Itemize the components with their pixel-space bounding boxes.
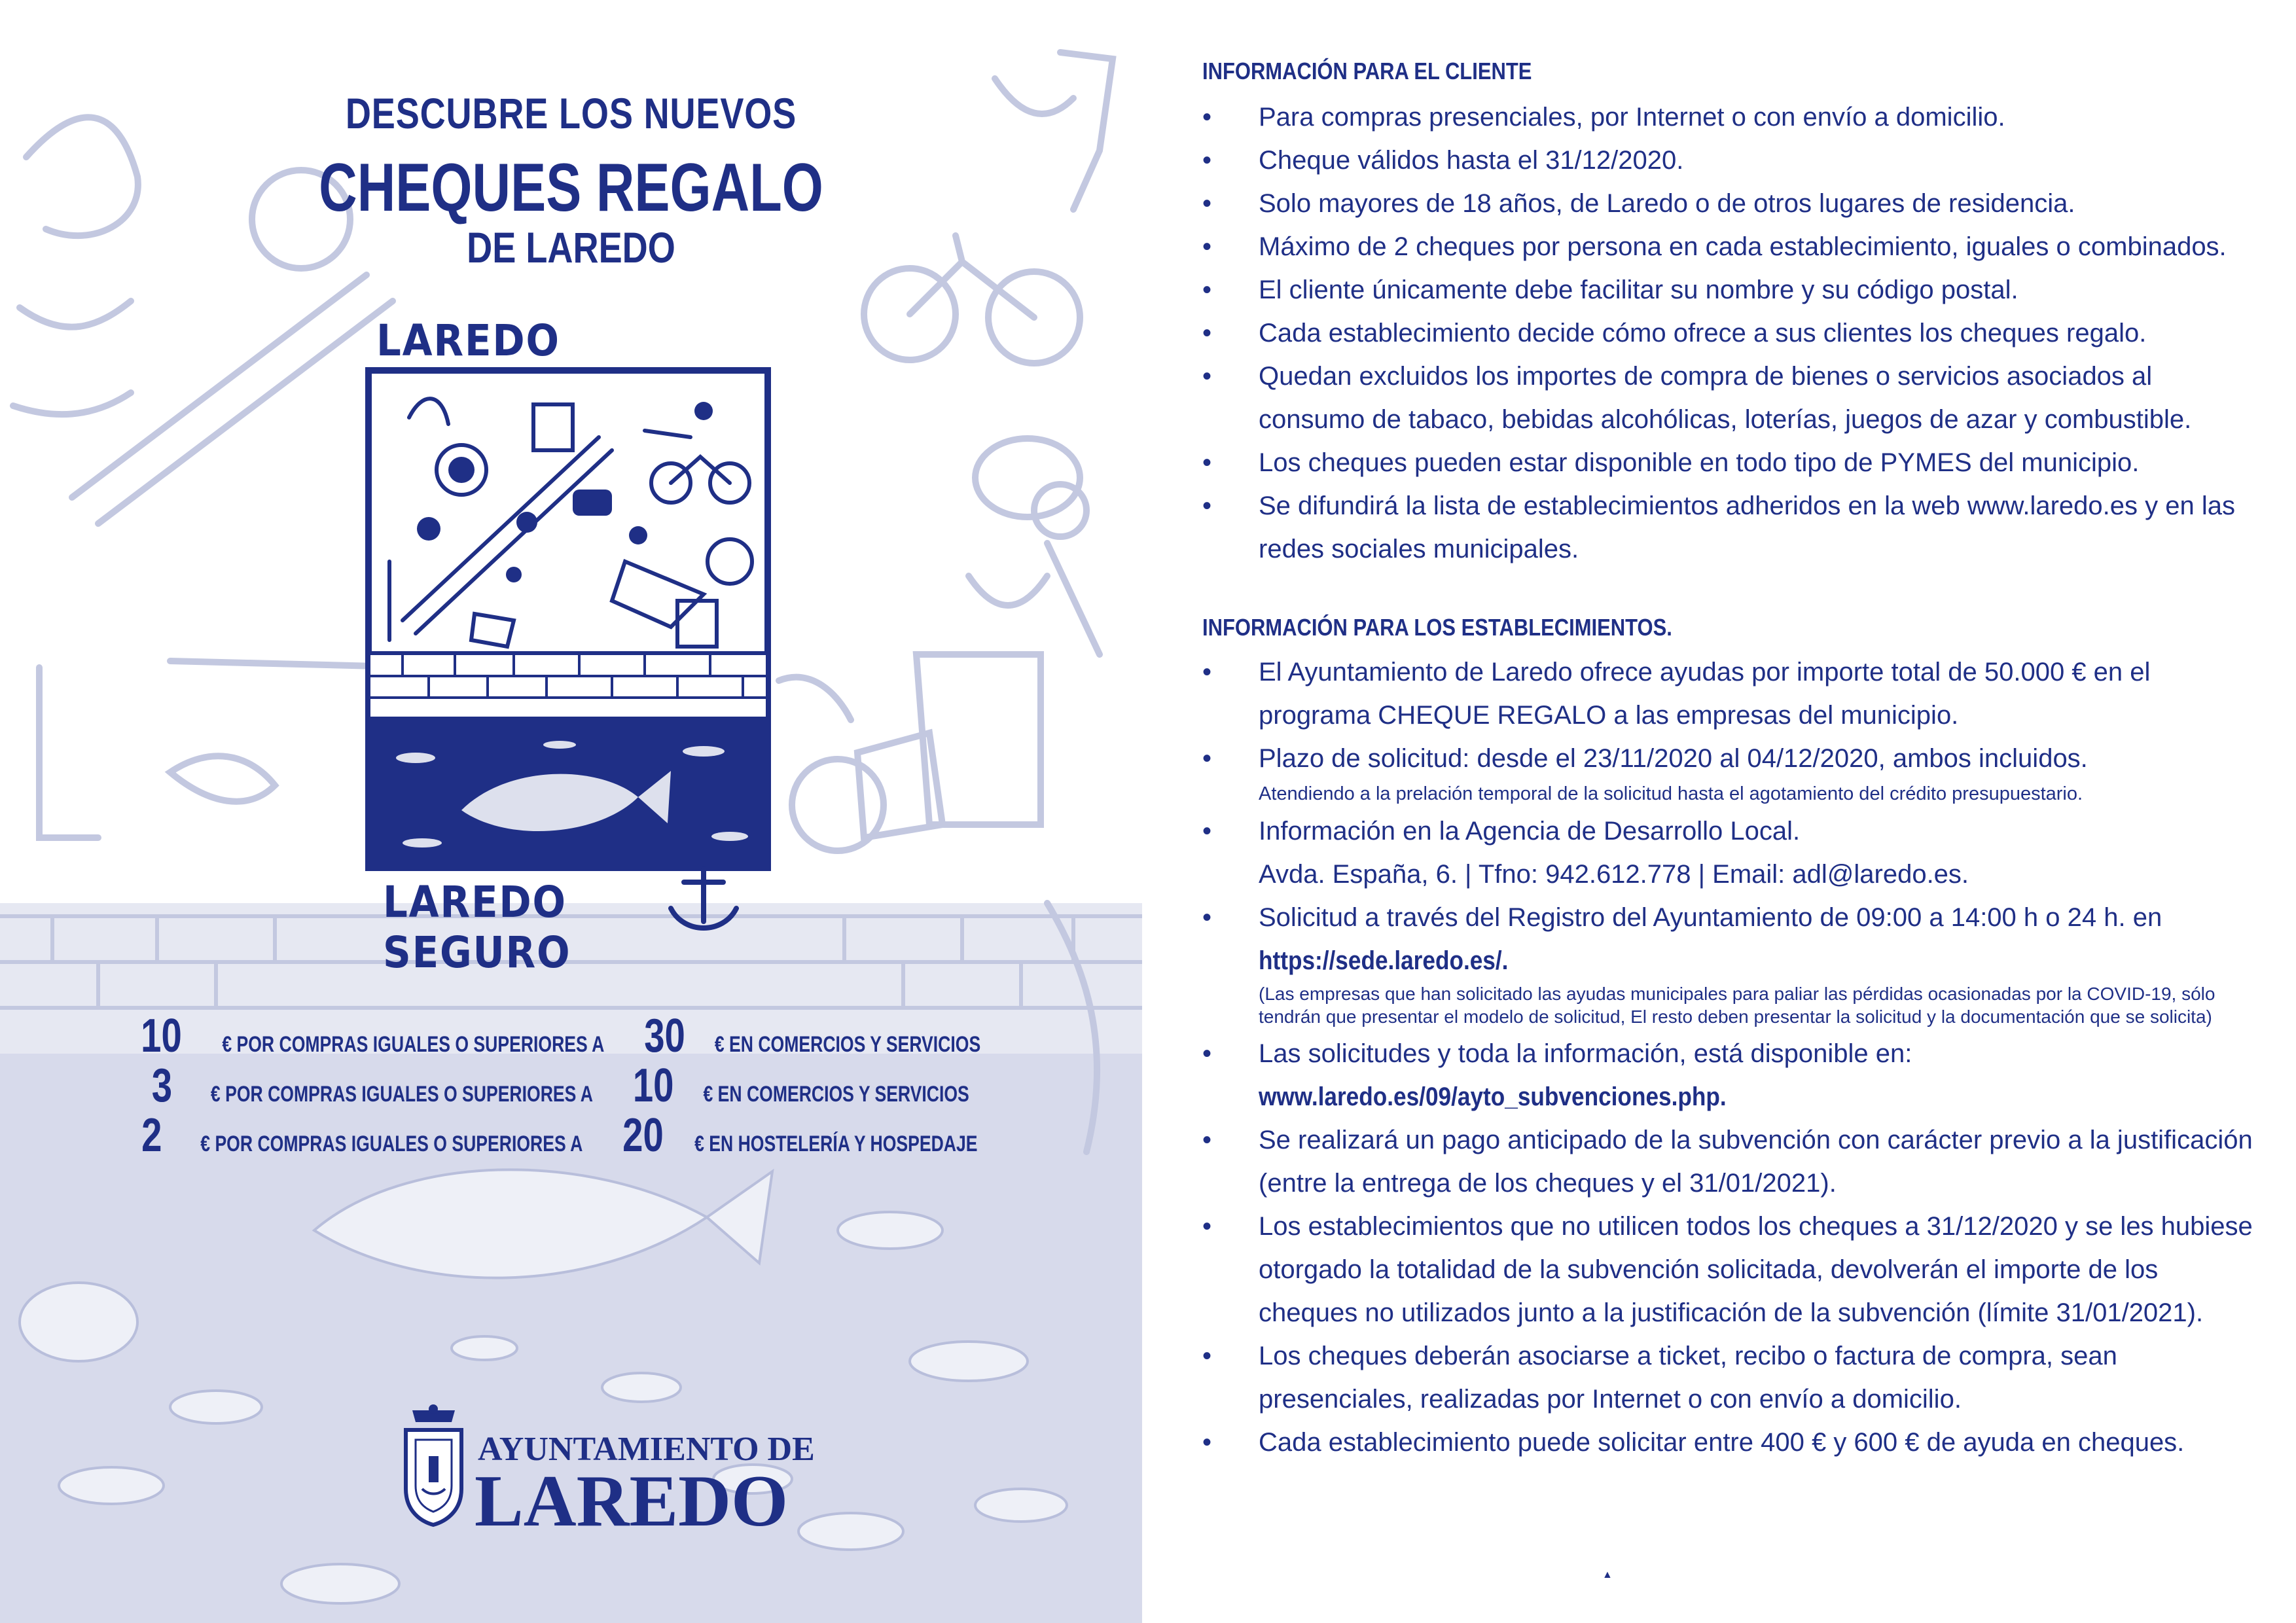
crest-icon xyxy=(399,1404,468,1528)
list-item: • Cheque válidos hasta el 31/12/2020. xyxy=(1202,146,1684,175)
list-item: • Solicitud a través del Registro del Ayuntamiento de 09:00 a 14:00 h o 24 h. en https://sede.laredo.es/. xyxy=(1202,896,2263,982)
laredo-artwork xyxy=(363,314,782,982)
list-item: • Se realizará un pago anticipado de la subvención con carácter previo a la justificación (entre la entrega de los cheques y el 31/01/2021). xyxy=(1202,1126,2253,1198)
offer-row xyxy=(0,1111,1142,1160)
offer-text: € POR COMPRAS IGUALES O SUPERIORES A xyxy=(200,1132,583,1156)
offer-threshold: 30 xyxy=(644,1010,686,1062)
list-item: • Quedan excluidos los importes de compra de bienes o servicios asociados al consumo de tabaco, bebidas alcohólicas, loterías, juegos de azar y combustible. xyxy=(1202,362,2192,434)
establishments-info-list xyxy=(1202,651,2263,1464)
client-section-title: INFORMACIÓN PARA EL CLIENTE xyxy=(1202,58,1532,84)
headline-title: CHEQUES REGALO xyxy=(319,150,823,226)
offer-amount: 2 xyxy=(141,1109,162,1162)
list-item: • Solo mayores de 18 años, de Laredo o de otros lugares de residencia. xyxy=(1202,189,2075,218)
list-item: • Para compras presenciales, por Internet o con envío a domicilio. xyxy=(1202,103,2005,132)
list-item: • Se difundirá la lista de establecimientos adheridos en la web www.laredo.es y en las redes sociales municipales. xyxy=(1202,491,2235,563)
sede-link[interactable]: https://sede.laredo.es/. xyxy=(1259,946,1509,975)
offer-text: € POR COMPRAS IGUALES O SUPERIORES A xyxy=(209,1082,593,1107)
offer-category: € EN HOSTELERÍA Y HOSPEDAJE xyxy=(694,1132,978,1156)
headline-line1: DESCUBRE LOS NUEVOS xyxy=(345,89,797,137)
list-item: • Plazo de solicitud: desde el 23/11/2020 al 04/12/2020, ambos incluidos. xyxy=(1202,744,2088,773)
list-item: • Máximo de 2 cheques por persona en cada establecimiento, iguales o combinados. xyxy=(1202,232,2227,261)
list-item: • Los establecimientos que no utilicen todos los cheques a 31/12/2020 y se les hubiese otorgado la totalidad de la subvención solicitada, devolverán el importe de los cheques no utilizados junto a la justificación de la subvención (límite 31/01/2021). xyxy=(1202,1212,2253,1327)
subvenciones-link[interactable]: www.laredo.es/09/ayto_subvenciones.php. xyxy=(1259,1082,1727,1111)
logo-line1: AYUNTAMIENTO DE xyxy=(478,1431,815,1468)
offer-threshold: 20 xyxy=(622,1109,664,1162)
covid-note: (Las empresas que han solicitado las ayudas municipales para paliar las pérdidas ocasionadas por la COVID-19, sólo tendrán que presentar el modelo de solicitud, El resto deben presentar la solicitud y la documentación que se solicita) xyxy=(1259,984,2215,1027)
list-item: • Las solicitudes y toda la información, está disponible en: www.laredo.es/09/ayto_subvenciones.php. xyxy=(1202,1032,2263,1118)
list-item: • Información en la Agencia de Desarrollo Local. Avda. España, 6. | Tfno: 942.612.778 | Email: adl@laredo.es. xyxy=(1202,817,1969,889)
offer-text: € POR COMPRAS IGUALES O SUPERIORES A xyxy=(222,1032,605,1057)
offer-row xyxy=(0,1011,1142,1061)
page-marker: ▲ xyxy=(1602,1569,1613,1580)
list-item: • Los cheques deberán asociarse a ticket, recibo o factura de compra, sean presenciales, realizadas por Internet o con envío a domicilio. xyxy=(1202,1342,2117,1414)
client-info-list xyxy=(1202,96,2263,571)
offer-amount: 10 xyxy=(141,1010,183,1062)
offers-list xyxy=(0,1011,1142,1160)
artwork-illustration xyxy=(363,365,782,941)
list-item: • Cada establecimiento decide cómo ofrece a sus clientes los cheques regalo. xyxy=(1202,319,2147,348)
offer-row xyxy=(0,1061,1142,1111)
ayuntamiento-logo xyxy=(399,1404,815,1542)
contact-details: Avda. España, 6. | Tfno: 942.612.778 | Email: adl@laredo.es. xyxy=(1259,860,1969,889)
offer-category: € EN COMERCIOS Y SERVICIOS xyxy=(703,1082,969,1107)
establishments-section-title: INFORMACIÓN PARA LOS ESTABLECIMIENTOS. xyxy=(1202,614,1672,641)
headline-line3: DE LAREDO xyxy=(467,223,675,272)
list-item: • Los cheques pueden estar disponible en todo tipo de PYMES del municipio. xyxy=(1202,448,2140,477)
offer-amount: 3 xyxy=(151,1060,172,1112)
art-bottom-text: LAREDO SEGURO xyxy=(383,877,571,978)
cover-panel xyxy=(0,0,1142,1623)
list-item: • Cada establecimiento puede solicitar entre 400 € y 600 € de ayuda en cheques. xyxy=(1202,1428,2185,1457)
list-item: • El cliente únicamente debe facilitar su nombre y su código postal. xyxy=(1202,276,2018,304)
offer-threshold: 10 xyxy=(632,1060,673,1112)
deadline-note: Atendiendo a la prelación temporal de la solicitud hasta el agotamiento del crédito presupuestario. xyxy=(1259,783,2083,804)
art-top-text: LAREDO xyxy=(376,315,560,366)
offer-category: € EN COMERCIOS Y SERVICIOS xyxy=(715,1032,982,1057)
logo-line2: LAREDO xyxy=(475,1461,789,1542)
list-item: • El Ayuntamiento de Laredo ofrece ayudas por importe total de 50.000 € en el programa CHEQUE REGALO a las empresas del municipio. xyxy=(1202,658,2151,730)
